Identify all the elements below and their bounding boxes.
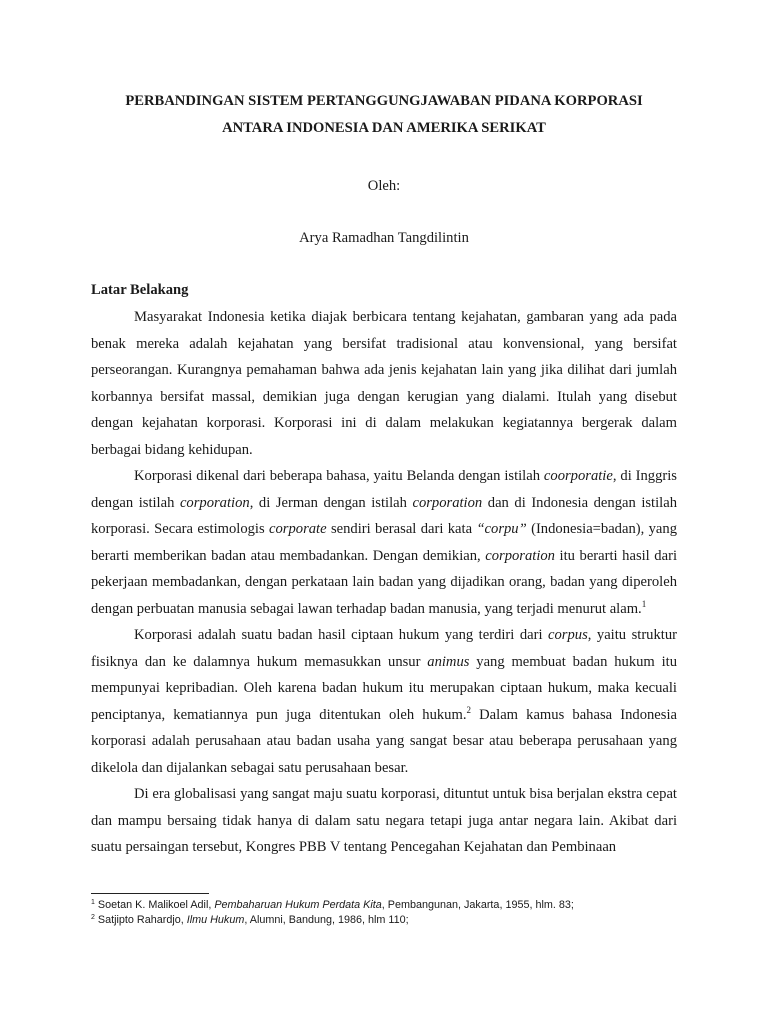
paragraph-3-text-b: , yaitu struktur fisiknya dan ke dalamnya hukum memasukkan unsur — [91, 627, 677, 670]
paragraph-2-term-corporate: corporate — [269, 521, 327, 537]
paragraph-2-term-corporation-2: corporation — [412, 494, 483, 511]
footnote-2-number: 2 — [91, 914, 95, 921]
footnote-2-book-title: Ilmu Hukum — [186, 914, 245, 926]
paragraph-2-text-g: itu berarti hasil dari pekerjaan membadankan, dengan perkataan lain badan yang dijadikan orang, badan yang diperoleh dengan perbuatan manusia sebagai lawan terhadap badan manusia, yang terjadi menurut alam. — [91, 547, 677, 617]
paragraph-2-text-d: dan di Indonesia dengan istilah korporasi. Secara estimologis — [91, 494, 677, 537]
footnote-2 — [91, 913, 691, 928]
paragraph-4: Di era globalisasi yang sangat maju suatu korporasi, dituntut untuk bisa berjalan ekstra cepat dan mampu bersaing tidak hanya di dalam satu negara tetapi juga antar negara lain. Akibat dari suatu persaingan tersebut, Kongres PBB V tentang Pencegahan Kejahatan dan Pembinaan — [91, 786, 677, 855]
paragraph-3-text-c: yang membuat badan hukum itu mempunyai kepribadian. Oleh karena badan hukum itu merupakan ciptaan hukum, maka kecuali penciptanya, kematiannya pun juga ditentukan oleh hukum. — [91, 653, 677, 723]
paragraph-3-term-corpus: corpus — [548, 627, 588, 643]
author-name: Arya Ramadhan Tangdilintin — [299, 230, 469, 246]
footnote-2-text-pre: Satjipto Rahardjo, — [94, 914, 187, 926]
paragraph-2-text-f: (Indonesia=badan), yang berarti memberikan badan atau membadankan. Dengan demikian, — [91, 521, 677, 564]
footnote-ref-2[interactable]: 2 — [466, 704, 471, 715]
footnote-1 — [91, 898, 691, 913]
footnote-1-text-post: , Pembangunan, Jakarta, 1955, hlm. 83; — [381, 899, 574, 911]
paragraph-2 — [91, 463, 677, 622]
footnote-ref-1[interactable]: 1 — [641, 598, 647, 609]
paragraph-3-text-a: Korporasi adalah suatu badan hasil ciptaan hukum yang terdiri dari — [134, 627, 549, 643]
paragraph-2-term-coorporatie: coorporatie — [543, 468, 613, 484]
footnote-1-book-title: Pembaharuan Hukum Perdata Kita — [214, 899, 382, 911]
document-title-line-1: PERBANDINGAN SISTEM PERTANGGUNGJAWABAN PIDANA KORPORASI — [125, 93, 643, 109]
paragraph-2-term-corpu: “corpu” — [476, 521, 527, 537]
footnote-2-text-post: , Alumni, Bandung, 1986, hlm 110; — [244, 914, 409, 926]
paragraph-3-text-d: Dalam kamus bahasa Indonesia korporasi adalah perusahaan atau badan usaha yang sangat besar atau beberapa perusahaan yang dikelola dan dijalankan sebagai satu perusahaan besar. — [91, 706, 677, 776]
body-text — [91, 304, 677, 861]
footnote-divider — [91, 893, 209, 894]
paragraph-3-term-animus: animus — [427, 653, 470, 670]
document-title-line-2: ANTARA INDONESIA DAN AMERIKA SERIKAT — [222, 120, 546, 136]
by-label: Oleh: — [367, 178, 401, 194]
paragraph-2-term-corporation-1: corporation — [179, 494, 250, 511]
section-heading: Latar Belakang — [91, 282, 189, 298]
paragraph-1: Masyarakat Indonesia ketika diajak berbicara tentang kejahatan, gambaran yang ada pada benak mereka adalah kejahatan yang bersifat tradisional atau konvensional, yang bersifat perseorangan. Kurangnya pemahaman bahwa ada jenis kejahatan lain yang jika dilihat dari jumlah korbannya bersifat massal, demikian juga dengan kerugian yang dialami. Itulah yang disebut dengan kejahatan korporasi. Korporasi ini di dalam melakukan kegiatannya bergerak dalam berbagai bidang kehidupan. — [91, 309, 677, 458]
paragraph-2-text-a: Korporasi dikenal dari beberapa bahasa, yaitu Belanda dengan istilah — [134, 468, 544, 484]
footnotes — [91, 898, 691, 928]
footnote-1-number: 1 — [91, 899, 95, 906]
paragraph-2-text-b: , di Inggris dengan istilah — [91, 468, 677, 511]
paragraph-3 — [91, 622, 677, 781]
paragraph-2-term-corporation-3: corporation — [485, 547, 555, 564]
footnote-1-text-pre: Soetan K. Malikoel Adil, — [94, 899, 215, 911]
paragraph-2-text-c: , di Jerman dengan istilah — [249, 494, 413, 511]
paragraph-2-text-e: sendiri berasal dari kata — [326, 521, 477, 537]
